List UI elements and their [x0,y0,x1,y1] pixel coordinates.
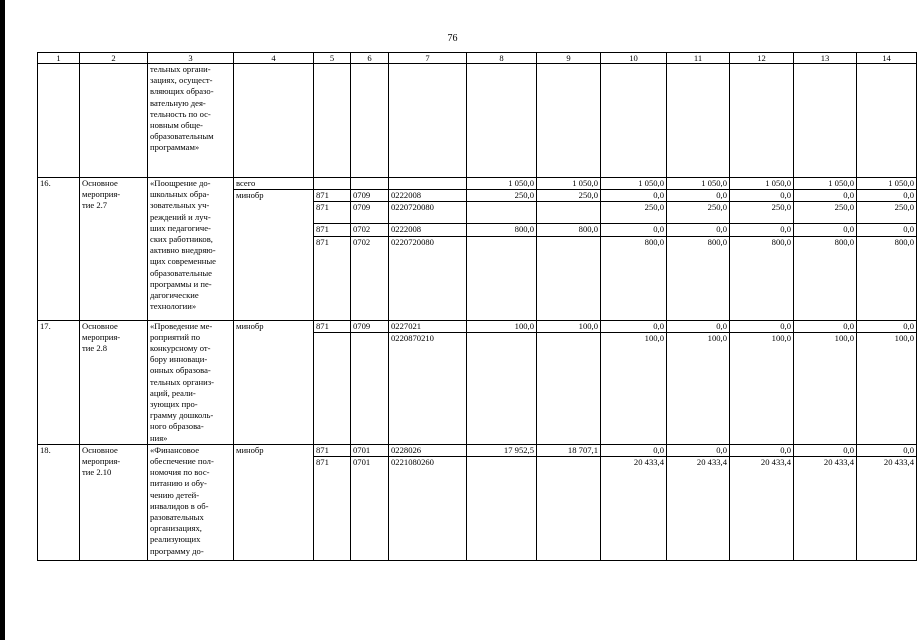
cell-value: 0,0 [601,224,667,236]
cell-value: 0,0 [730,444,794,456]
col-header: 7 [389,53,467,64]
col-header: 10 [601,53,667,64]
cell-value: 800,0 [467,224,537,236]
cell-value: 871 [314,236,351,320]
cell-value: 250,0 [730,202,794,224]
total-label: всего [234,178,314,190]
cell-value: 100,0 [857,332,917,444]
cell-value: 20 433,4 [794,457,857,561]
continuation-text: тельных органи- зациях, осущест- вляющих образо- вательную дея- тельность по ос- новным обще- образовательным программам» [148,64,234,178]
cell-value: 100,0 [601,332,667,444]
cell-value: 17 952,5 [467,444,537,456]
cell-value: 20 433,4 [730,457,794,561]
cell-value: 0709 [351,202,389,224]
cell-value: 250,0 [537,190,601,202]
cell-value: 20 433,4 [601,457,667,561]
cell-value: 800,0 [667,236,730,320]
cell-value: 871 [314,190,351,202]
cell-value: 1 050,0 [730,178,794,190]
col-header: 1 [38,53,80,64]
col-header: 13 [794,53,857,64]
page-number: 76 [447,33,458,44]
cell-value: 0220720080 [389,202,467,224]
cell-value: 0,0 [730,190,794,202]
table-row [38,320,917,332]
col-header: 4 [234,53,314,64]
cell-value: 0,0 [667,190,730,202]
cell-value: 18 707,1 [537,444,601,456]
col-header: 8 [467,53,537,64]
row-number: 16. [38,178,80,321]
col-header: 6 [351,53,389,64]
cell-value: 0,0 [730,224,794,236]
cell-value: 0222008 [389,224,467,236]
cell-value: 1 050,0 [537,178,601,190]
cell-value: 100,0 [537,320,601,332]
cell-value: 250,0 [601,202,667,224]
cell-value: 250,0 [667,202,730,224]
cell-value: 800,0 [730,236,794,320]
cell-value: 800,0 [601,236,667,320]
cell-value: 0,0 [794,444,857,456]
col-header: 11 [667,53,730,64]
cell-value: 0,0 [857,190,917,202]
executor: минобр [234,320,314,444]
cell-value: 0227021 [389,320,467,332]
cell-value: 0,0 [794,190,857,202]
activity-type: Основное мероприя- тие 2.7 [80,178,148,321]
continuation-row [38,64,917,178]
cell-value: 0,0 [601,190,667,202]
cell-value: 0709 [351,190,389,202]
cell-value: 100,0 [794,332,857,444]
cell-value: 1 050,0 [857,178,917,190]
cell-value [467,202,537,224]
activity-name: «Финансовое обеспечение пол- номочия по вос- питанию и обу- чению детей- инвалидов в об- разовательных организациях, реализующих программу до- [148,444,234,560]
cell-value: 871 [314,224,351,236]
col-header: 9 [537,53,601,64]
cell-value: 0701 [351,444,389,456]
column-number-row [38,53,917,64]
cell-value [537,236,601,320]
executor: минобр [234,444,314,560]
page-edge-bar [0,0,5,640]
cell-value [351,332,389,444]
activity-type: Основное мероприя- тие 2.10 [80,444,148,560]
row-number: 17. [38,320,80,444]
cell-value: 250,0 [467,190,537,202]
activity-name: «Поощрение до- школьных обра- зовательных уч- реждений и луч- ших педагогиче- ских работников, активно внедряю- щих современные образовательные программы и пе- дагогические технологии» [148,178,234,321]
cell-value: 871 [314,444,351,456]
cell-value: 0,0 [857,224,917,236]
col-header: 12 [730,53,794,64]
cell-value [537,202,601,224]
cell-value: 871 [314,202,351,224]
cell-value: 1 050,0 [794,178,857,190]
cell-value: 871 [314,457,351,561]
cell-value [467,457,537,561]
cell-value: 0,0 [730,320,794,332]
cell-value: 0,0 [601,444,667,456]
cell-value: 20 433,4 [857,457,917,561]
cell-value: 250,0 [857,202,917,224]
cell-value: 871 [314,320,351,332]
cell-value: 0222008 [389,190,467,202]
cell-value [467,236,537,320]
cell-value: 0228026 [389,444,467,456]
cell-value: 0,0 [667,444,730,456]
cell-value: 20 433,4 [667,457,730,561]
col-header: 2 [80,53,148,64]
cell-value: 0702 [351,224,389,236]
cell-value: 1 050,0 [467,178,537,190]
cell-value: 250,0 [794,202,857,224]
row-number: 18. [38,444,80,560]
cell-value [314,332,351,444]
col-header: 5 [314,53,351,64]
cell-value: 0221080260 [389,457,467,561]
table-row [38,444,917,456]
cell-value: 800,0 [794,236,857,320]
table-row [38,178,917,190]
cell-value [537,457,601,561]
cell-value: 100,0 [667,332,730,444]
cell-value: 0,0 [857,320,917,332]
col-header: 14 [857,53,917,64]
cell-value: 0709 [351,320,389,332]
cell-value: 0220720080 [389,236,467,320]
cell-value [467,332,537,444]
cell-value: 0701 [351,457,389,561]
cell-value: 1 050,0 [601,178,667,190]
cell-value: 800,0 [537,224,601,236]
cell-value: 0,0 [667,320,730,332]
cell-value: 0,0 [601,320,667,332]
cell-value: 100,0 [467,320,537,332]
col-header: 3 [148,53,234,64]
executor: минобр [234,190,314,320]
activity-name: «Проведение ме- роприятий по конкурсному от- бору инноваци- онных образова- тельных организ- аций, реали- зующих про- грамму дошколь- ного образова- ния» [148,320,234,444]
cell-value: 0,0 [857,444,917,456]
cell-value: 0,0 [794,320,857,332]
cell-value: 100,0 [730,332,794,444]
cell-value: 800,0 [857,236,917,320]
cell-value: 1 050,0 [667,178,730,190]
cell-value [537,332,601,444]
cell-value: 0220870210 [389,332,467,444]
cell-value: 0,0 [794,224,857,236]
budget-table [37,52,917,561]
cell-value: 0702 [351,236,389,320]
activity-type: Основное мероприя- тие 2.8 [80,320,148,444]
cell-value: 0,0 [667,224,730,236]
